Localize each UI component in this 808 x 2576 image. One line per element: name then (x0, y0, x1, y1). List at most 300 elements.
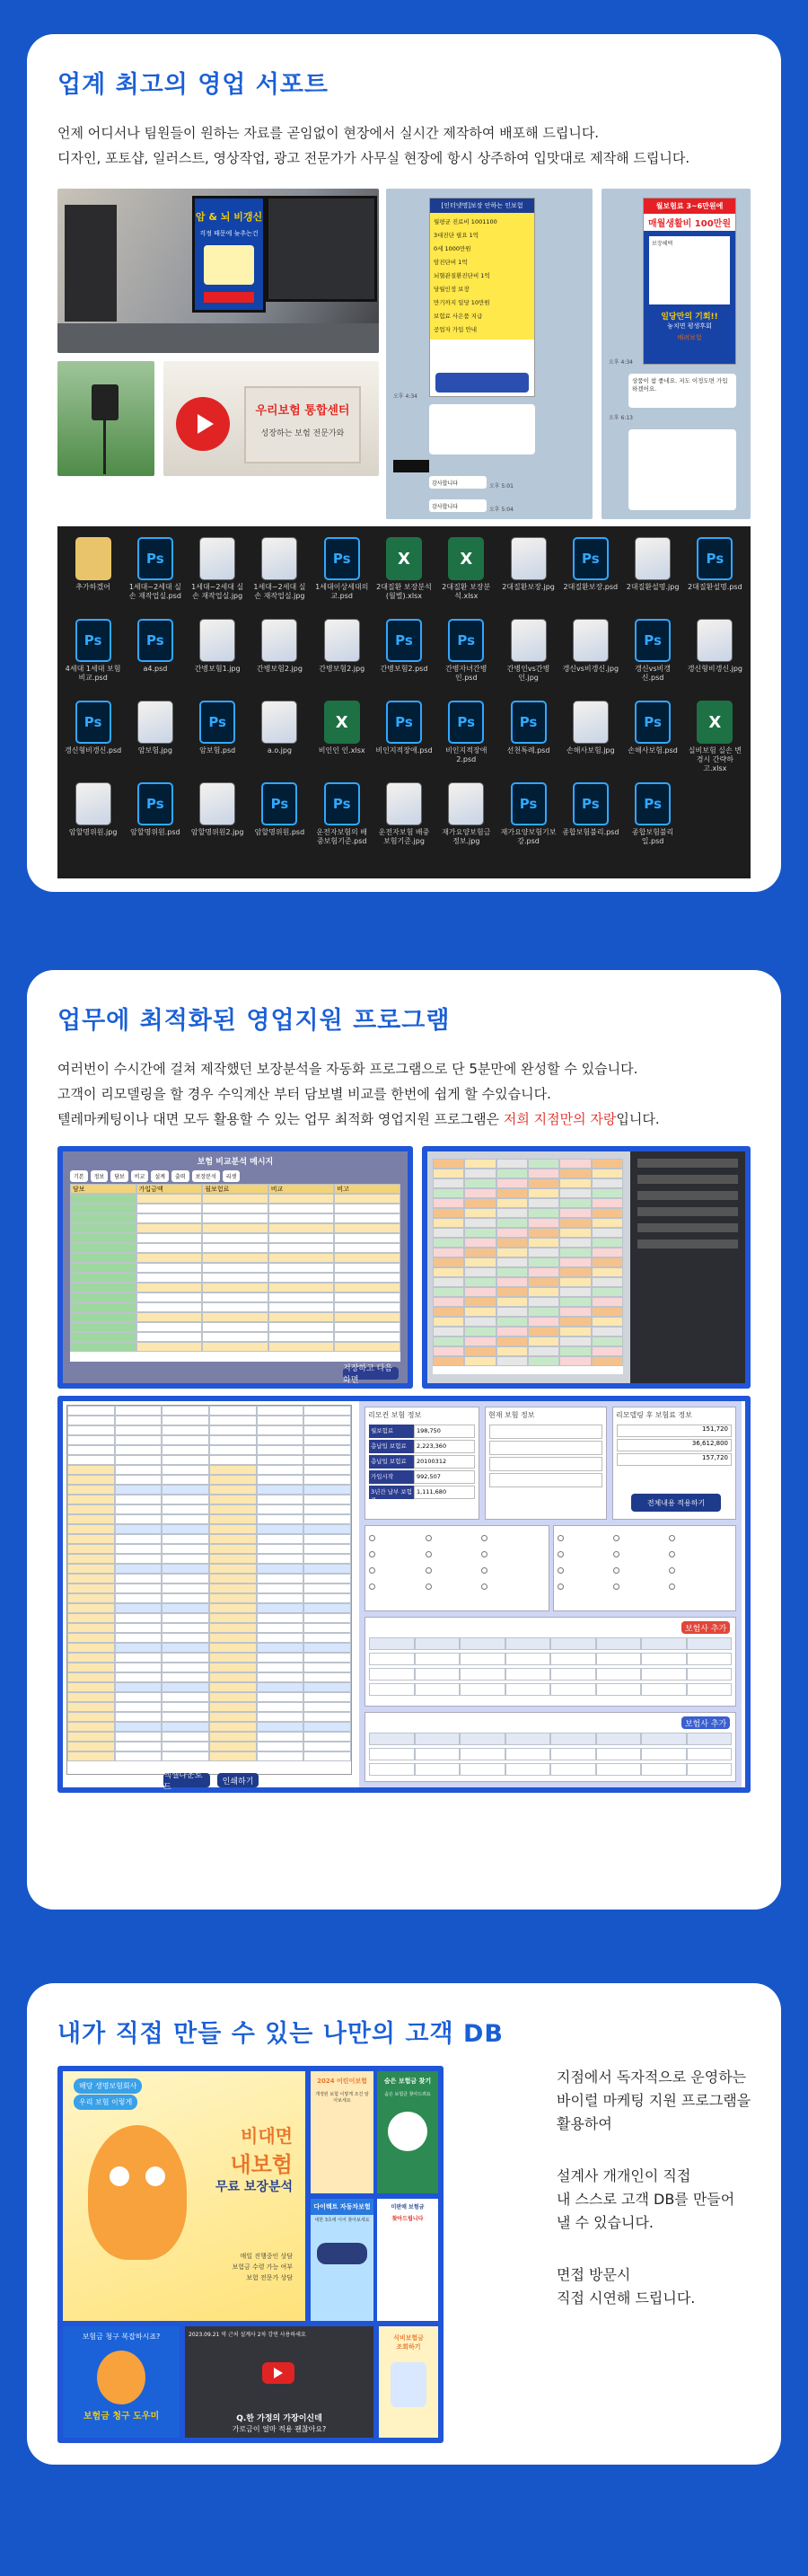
desc-line: 고객이 리모델링을 할 경우 수익계산 부터 담보별 비교를 한번에 쉽게 할 수있습니다. (57, 1086, 551, 1102)
column-header: 비고 (334, 1184, 400, 1194)
table-row (67, 1544, 351, 1554)
file-name: 종합보험불리.psd (562, 828, 619, 836)
photoshop-file-icon: Ps (137, 782, 173, 825)
file-item[interactable] (63, 701, 123, 782)
file-name: 재가요양보험금 정보.jpg (442, 828, 491, 845)
table-row (433, 1178, 623, 1188)
info-value: 20100312 (414, 1455, 475, 1469)
tab-item[interactable]: 출력 (171, 1170, 189, 1182)
tab-item[interactable]: 비교 (131, 1170, 149, 1182)
table-row (67, 1732, 351, 1742)
file-name: 종합보험불리일.psd (631, 828, 674, 845)
image-file-icon (573, 619, 609, 662)
program-screenshot-3 (57, 1396, 751, 1793)
file-item[interactable] (685, 537, 745, 619)
option-checkbox[interactable] (369, 1562, 426, 1578)
file-item[interactable] (436, 619, 496, 701)
file-name: 2대질환 보장분석(월별).xlsx (376, 583, 432, 600)
file-item[interactable] (63, 619, 123, 701)
file-item[interactable] (125, 701, 185, 782)
table-row (70, 1263, 400, 1273)
file-name: 2대질환설명.psd (688, 583, 742, 591)
file-item[interactable] (250, 619, 310, 701)
table-row (433, 1327, 623, 1337)
monitor-left (65, 205, 117, 322)
table-row (67, 1504, 351, 1514)
file-name: 비인지적장애.psd (375, 746, 433, 754)
office-photo (57, 189, 379, 353)
table-row (433, 1169, 623, 1178)
file-item[interactable] (125, 619, 185, 701)
file-item[interactable] (250, 782, 310, 864)
table-row (369, 1683, 732, 1696)
file-item[interactable] (436, 701, 496, 782)
photoshop-file-icon: Ps (261, 782, 297, 825)
table-row (67, 1524, 351, 1534)
table-row (67, 1495, 351, 1504)
table-row (369, 1733, 732, 1745)
section-title: 업무에 최적화된 영업지원 프로그램 (57, 1007, 451, 1035)
table-row (433, 1287, 623, 1297)
table-row (70, 1204, 400, 1213)
file-item[interactable] (188, 619, 248, 701)
table-row (67, 1603, 351, 1613)
table-row (67, 1475, 351, 1485)
table-row (67, 1742, 351, 1751)
poster-preview: 암 & 뇌 비갱신 걱정 때문에 늦추는건 (192, 196, 266, 313)
file-name: 1세대~2세대 실손 재작업실.psd (128, 583, 181, 600)
remodel-info: 리모델링 후 보험료 정보 151,720 36,612,800 157,720 전체내용 적용하기 (612, 1407, 736, 1520)
photoshop-file-icon: Ps (137, 619, 173, 662)
table-row (67, 1435, 351, 1445)
info-label: 월보험료 (369, 1425, 414, 1438)
ad-banner-6: 보험금 청구 복잡하시죠? 보험금 청구 도우미 (63, 2326, 180, 2438)
photoshop-file-icon: Ps (386, 619, 422, 662)
table-row (67, 1564, 351, 1574)
file-name: a.o.jpg (267, 746, 292, 754)
tab-item[interactable]: 기본 (70, 1170, 88, 1182)
plan-input[interactable] (489, 1441, 602, 1455)
table-row (433, 1317, 623, 1327)
file-item[interactable] (250, 701, 310, 782)
option-checkbox[interactable] (481, 1562, 538, 1578)
image-file-icon (573, 701, 609, 744)
file-item[interactable] (622, 782, 682, 864)
table-row (433, 1346, 623, 1356)
car-icon (317, 2243, 367, 2264)
table-row (433, 1188, 623, 1198)
table-row (67, 1653, 351, 1663)
monitor-right (266, 196, 377, 302)
image-file-icon (324, 619, 360, 662)
column-header: 비교 (268, 1184, 335, 1194)
file-item[interactable] (498, 782, 558, 864)
file-item[interactable] (685, 701, 745, 782)
option-checkbox[interactable] (481, 1578, 538, 1594)
photoshop-file-icon: Ps (386, 701, 422, 744)
desc-line: 디자인, 포토샵, 일러스트, 영상작업, 광고 전문가가 사무실 현장에 항시 상주하여 입맛대로 제작해 드립니다. (57, 150, 690, 166)
file-item[interactable] (373, 701, 434, 782)
option-checkbox[interactable] (669, 1530, 725, 1546)
file-name: 손해사보험.jpg (566, 746, 615, 754)
image-file-icon (137, 701, 173, 744)
file-item[interactable] (498, 701, 558, 782)
file-name: 간병보험2.jpg (319, 665, 365, 673)
file-name: 2대질환설명.jpg (626, 583, 680, 591)
info-value: 1,111,680 (414, 1486, 475, 1499)
tab-item[interactable]: 설계 (151, 1170, 169, 1182)
photoshop-file-icon: Ps (324, 782, 360, 825)
option-checkbox[interactable] (426, 1562, 482, 1578)
table-row (433, 1208, 623, 1218)
file-name: 갱신형비갱신.jpg (687, 665, 742, 673)
option-checkbox[interactable] (558, 1578, 613, 1594)
apply-all-button[interactable]: 전체내용 적용하기 (631, 1494, 721, 1512)
table-row (67, 1633, 351, 1643)
option-checkbox[interactable] (426, 1546, 482, 1562)
tab-item[interactable]: 담보 (110, 1170, 128, 1182)
add-insurer-button[interactable]: 보험사 추가 (681, 1621, 730, 1634)
file-name: 갱신vs비갱신.psd (635, 665, 671, 682)
table-row (67, 1455, 351, 1465)
play-icon (176, 397, 230, 451)
table-row (67, 1514, 351, 1524)
file-name: 간병보험2.jpg (256, 665, 303, 673)
file-item[interactable] (436, 537, 496, 619)
info-label: 총납입 보험료 (369, 1440, 414, 1453)
table-row (369, 1653, 732, 1665)
file-item[interactable] (560, 619, 620, 701)
option-checkbox[interactable] (369, 1530, 426, 1546)
ad-banner-8: 식비보험금 조회하기 (379, 2326, 438, 2438)
ad-banner-5: 미판매 보험금 찾아드립니다 (377, 2199, 438, 2321)
table-row (67, 1712, 351, 1722)
table-row (67, 1406, 351, 1416)
option-checkbox[interactable] (558, 1562, 613, 1578)
image-file-icon (261, 619, 297, 662)
option-checkbox[interactable] (613, 1562, 669, 1578)
table-row (433, 1356, 623, 1366)
table-row (70, 1342, 400, 1352)
file-name: 2대질환보장.psd (563, 583, 619, 591)
table-row (70, 1194, 400, 1204)
file-item[interactable] (312, 619, 372, 701)
ad-collage (57, 2066, 444, 2443)
plan-input[interactable] (489, 1425, 602, 1439)
info-value: 2,223,360 (414, 1440, 475, 1453)
file-name: 간병보험1.jpg (194, 665, 241, 673)
compare-table (433, 1159, 623, 1374)
program-sidebar (630, 1151, 745, 1383)
chat-bubble: 감사합니다 (429, 499, 487, 512)
file-explorer-grid (57, 526, 751, 878)
ad-banner-1: 해당 생명보험회사 우리 보험 이렇게 비대면 내보험 무료 보장분석 매일 진행중인 상담 보험금 수령 가능 여부 보험 전문가 상담 (63, 2071, 305, 2321)
studio-photo (57, 361, 154, 476)
file-name: 갱신형비갱신.psd (65, 746, 122, 754)
file-item[interactable] (560, 701, 620, 782)
program-screenshot-1: 보험 비교분석 메시지 기본 정보 담보 비교 설계 출력 보장분석 리셋 담보 가입금액 월보험료 비교 비고 저장하고 다음화면 (57, 1146, 413, 1389)
file-name: 선천특례.psd (506, 746, 550, 754)
table-row (67, 1692, 351, 1702)
file-item[interactable] (373, 619, 434, 701)
file-item[interactable] (560, 537, 620, 619)
monitor-sign: 우리보험 통합센터 성장하는 보험 전문가와 (244, 386, 361, 463)
file-item[interactable] (312, 537, 372, 619)
file-name: 2대질환 보장분석.xlsx (442, 583, 491, 600)
image-file-icon (199, 619, 235, 662)
file-item[interactable] (622, 537, 682, 619)
file-item[interactable] (188, 782, 248, 864)
image-file-icon (635, 537, 671, 580)
photoshop-file-icon: Ps (199, 701, 235, 744)
file-name: 재가요양보험기보강.psd (500, 828, 557, 845)
tab-item[interactable]: 보장분석 (192, 1170, 220, 1182)
file-name: 간병인vs간병인.jpg (506, 665, 550, 682)
desk (57, 323, 379, 353)
image-file-icon (511, 619, 547, 662)
photoshop-file-icon: Ps (635, 782, 671, 825)
option-checkbox[interactable] (426, 1530, 482, 1546)
photoshop-file-icon: Ps (75, 701, 111, 744)
option-checkbox[interactable] (613, 1530, 669, 1546)
option-checkbox[interactable] (558, 1546, 613, 1562)
file-item[interactable] (498, 619, 558, 701)
info-value: 992,507 (414, 1470, 475, 1484)
photoshop-file-icon: Ps (573, 537, 609, 580)
excel-file-icon: X (697, 701, 733, 744)
next-screen-button[interactable]: 저장하고 다음화면 (343, 1367, 399, 1380)
photoshop-file-icon: Ps (697, 537, 733, 580)
photoshop-file-icon: Ps (324, 537, 360, 580)
table-row (70, 1233, 400, 1243)
image-file-icon (511, 537, 547, 580)
option-checkbox[interactable] (481, 1530, 538, 1546)
table-row (70, 1322, 400, 1332)
file-item[interactable] (188, 701, 248, 782)
folder-icon (75, 537, 111, 580)
desc-line: 언제 어디서나 팀원들이 원하는 자료를 곧임없이 현장에서 실시간 제작하여 배포해 드립니다. (57, 125, 600, 141)
table-row (433, 1238, 623, 1248)
table-row (70, 1332, 400, 1342)
new-insurer-table (364, 1712, 736, 1782)
table-row (67, 1593, 351, 1603)
play-icon[interactable] (262, 2362, 294, 2384)
file-name: 운전자보험 배중보험기준.jpg (378, 828, 430, 845)
table-row (67, 1722, 351, 1732)
table-row (67, 1682, 351, 1692)
image-file-icon (386, 782, 422, 825)
insurer-table (364, 1617, 736, 1707)
current-insurance-info: 리모컨 보험 정보 월보험료 198,750 총납입 보험료 2,223,360 총납입 보험료 20100312 가입시작 992,507 3년간 납부 보험료 1,111,680 (364, 1407, 479, 1520)
table-row (433, 1277, 623, 1287)
image-file-icon (199, 782, 235, 825)
card-sales-program (27, 970, 781, 1910)
coverage-table (66, 1405, 352, 1775)
file-name: 1세대~2세대 실손 재작업실.jpg (253, 583, 306, 600)
table-row (67, 1574, 351, 1584)
table-row (433, 1228, 623, 1238)
plan-input[interactable] (489, 1473, 602, 1487)
table-row (369, 1763, 732, 1776)
file-item[interactable] (312, 782, 372, 864)
file-name: 암할명위원.psd (130, 828, 180, 836)
section-title: 내가 직접 만들 수 있는 나만의 고객 DB (57, 2020, 504, 2048)
image-file-icon (448, 782, 484, 825)
table-row (70, 1292, 400, 1302)
file-item[interactable] (622, 619, 682, 701)
option-checkbox[interactable] (669, 1578, 725, 1594)
file-name: 암할명위원.jpg (68, 828, 118, 836)
option-checkbox[interactable] (669, 1562, 725, 1578)
file-name: 암할명위원.psd (254, 828, 305, 836)
table-row (67, 1445, 351, 1455)
table-row (70, 1253, 400, 1263)
video-thumbnail[interactable]: 2023.09.21 역 근처 설계사 2차 강연 사용하세요 Q.한 가정의 가장이신데 가로금이 얼마 적용 괜찮아요? (185, 2326, 373, 2438)
file-item[interactable] (622, 701, 682, 782)
chat-poster: 월보험료 3~6만원에 매월생활비 100만원 보장혜택 일당만의 기회!! 놓치면 평생후회 배려보험 (643, 198, 736, 365)
file-name: 갱신vs비갱신.jpg (562, 665, 619, 673)
file-item[interactable] (125, 782, 185, 864)
table-row (67, 1554, 351, 1564)
table-row (369, 1637, 732, 1650)
file-item[interactable] (63, 782, 123, 864)
option-checkbox[interactable] (558, 1530, 613, 1546)
table-row (433, 1159, 623, 1169)
ad-banner-2: 2024 어린이보험 개정된 보험 이렇게 조건 알아보세요 (311, 2071, 373, 2193)
table-row (67, 1613, 351, 1623)
checkbox-group-2 (553, 1525, 736, 1611)
chat-screenshot-2: 월보험료 3~6만원에 매월생활비 100만원 보장혜택 일당만의 기회!! 놓치면 평생후회 배려보험 오후 4:34 상품이 참 좋네요. 저도 이정도면 가입하겠어요. 오후 6:13 (602, 189, 751, 519)
option-checkbox[interactable] (369, 1578, 426, 1594)
table-row (433, 1248, 623, 1257)
program-table (70, 1184, 400, 1362)
table-row (433, 1198, 623, 1208)
table-row (433, 1218, 623, 1228)
file-name: 손해사보험.psd (628, 746, 678, 754)
option-checkbox[interactable] (481, 1546, 538, 1562)
file-item[interactable] (373, 537, 434, 619)
file-name: 간병보험2.psd (380, 665, 428, 673)
table-row (70, 1302, 400, 1312)
table-row (70, 1273, 400, 1283)
ad-banner-4: 다이렉트 자동차보험 대한 3초에 이어 찾아보세요 (311, 2199, 373, 2321)
table-row (67, 1672, 351, 1682)
table-row (67, 1416, 351, 1425)
table-row (67, 1663, 351, 1672)
current-plan-info: 현재 보험 정보 (485, 1407, 607, 1520)
tab-item[interactable]: 정보 (91, 1170, 109, 1182)
file-item[interactable] (560, 782, 620, 864)
checkbox-group (364, 1525, 549, 1611)
file-item[interactable] (250, 537, 310, 619)
info-label: 총납입 보험료 (369, 1455, 414, 1469)
table-row (369, 1668, 732, 1681)
section-title: 업계 최고의 영업 서포트 (57, 71, 329, 99)
option-checkbox[interactable] (369, 1546, 426, 1562)
excel-download-button[interactable]: 엑셀다운로드 (163, 1773, 210, 1787)
chat-bubble: 감사합니다 (429, 476, 487, 489)
file-item[interactable] (436, 782, 496, 864)
option-checkbox[interactable] (613, 1578, 669, 1594)
image-file-icon (75, 782, 111, 825)
photoshop-file-icon: Ps (635, 701, 671, 744)
cat-mascot (88, 2125, 187, 2260)
option-checkbox[interactable] (669, 1546, 725, 1562)
table-row (67, 1485, 351, 1495)
file-name: 4세대 1세대 보험비교.psd (65, 665, 121, 682)
tab-item[interactable]: 리셋 (223, 1170, 241, 1182)
chat-screenshot: [인터넷명]보장 안하는 인보험 월평균 진료비 1001100 3대진단 필요 1억 0세 1000만원 암진단비 1억 뇌혈관질환진단비 1억 당월인정 보장 만기까지 일당 10만원 보험료 사은품 지급 공업자 가입 안내 오후 4:34 감사합니다 오후 5:01 감사합니다 오후 5:04 (386, 189, 593, 519)
add-insurer-button-2[interactable]: 보험사 추가 (681, 1716, 730, 1729)
table-row (67, 1425, 351, 1435)
file-name: 암보험.jpg (137, 746, 172, 754)
table-row (369, 1748, 732, 1760)
chat-bubble: 상품이 참 좋네요. 저도 이정도면 가입하겠어요. (628, 374, 736, 408)
chat-image-card: [인터넷명]보장 안하는 인보험 월평균 진료비 1001100 3대진단 필요 1억 0세 1000만원 암진단비 1억 뇌혈관질환진단비 1억 당월인정 보장 만기까지 일당 10만원 보험료 사은품 지급 공업자 가입 안내 (429, 198, 535, 397)
image-file-icon (697, 619, 733, 662)
plan-input[interactable] (489, 1457, 602, 1471)
excel-file-icon: X (386, 537, 422, 580)
photoshop-file-icon: Ps (511, 701, 547, 744)
desc-line: 텔레마케팅이나 대면 모두 활용할 수 있는 업무 최적화 영업지원 프로그램은 저희 지점만의 자랑입니다. (57, 1111, 660, 1127)
file-item[interactable] (63, 537, 123, 619)
card-customer-db: 내가 직접 만들 수 있는 나만의 고객 DB 해당 생명보험회사 우리 보험 이렇게 비대면 내보험 무료 보장분석 매일 진행중인 상담 보험금 수령 가능 여부 보험 전문가 상담 2024 어린이보험 개정된 보험 이렇게 조건 알아보세요 숨은 보험금 찾기 숨은 보험금 찾아드려요 다이렉트 자동차보험 대한 3초에 이어 찾아보세요 미판매 보험금 찾아드립니다 보험금 청구 복잡하시죠? 보험금 청구 도우미 2023.09.21 역 근처 설계사 2차 강연 사용하세요 Q.한 가정의 가장이신데 가로금이 얼마 적용 괜찮아요? 식비보험금 조회하기 지점에서 독자적으로 운영하는 바이럴 마케팅 지원 프로그램을 활용하여 설계사 개개인이 직접 내 스스로 고객 DB를 만들어 낼 수 있습니다. 면접 방문시 직접 시연해 드립니다. (27, 1983, 781, 2465)
table-row (67, 1643, 351, 1653)
file-item[interactable] (498, 537, 558, 619)
print-button[interactable]: 인쇄하기 (217, 1773, 259, 1787)
card-sales-support (27, 34, 781, 892)
table-row (67, 1751, 351, 1761)
wall-sign-photo (163, 361, 379, 476)
excel-file-icon: X (448, 537, 484, 580)
table-row (67, 1584, 351, 1593)
column-header: 가입금액 (136, 1184, 203, 1194)
table-row (433, 1297, 623, 1307)
column-header: 담보 (70, 1184, 136, 1194)
photoshop-file-icon: Ps (635, 619, 671, 662)
table-row (433, 1337, 623, 1346)
table-row (433, 1257, 623, 1267)
file-name: 비인인 인.xlsx (318, 746, 365, 754)
table-row (70, 1213, 400, 1223)
info-label: 가입시작 (369, 1470, 414, 1484)
file-item[interactable] (373, 782, 434, 864)
option-checkbox[interactable] (426, 1578, 482, 1594)
info-label: 3년간 납부 보험료 (369, 1486, 414, 1499)
file-item[interactable] (685, 619, 745, 701)
file-name: 운전자보험의 배중보험기준.psd (316, 828, 368, 845)
file-name: a4.psd (143, 665, 168, 673)
file-name: 1세대~2세대 실손 재작업실.jpg (191, 583, 244, 600)
file-name: 비인지적장애2.psd (445, 746, 487, 763)
photoshop-file-icon: Ps (573, 782, 609, 825)
photoshop-file-icon: Ps (75, 619, 111, 662)
table-row (70, 1243, 400, 1253)
image-file-icon (261, 701, 297, 744)
file-item[interactable] (312, 701, 372, 782)
file-name: 암보험.psd (199, 746, 236, 754)
table-row (70, 1312, 400, 1322)
file-item[interactable] (188, 537, 248, 619)
table-row (67, 1702, 351, 1712)
file-item[interactable] (125, 537, 185, 619)
table-row (70, 1223, 400, 1233)
desc-line: 여러번이 수시간에 걸쳐 제작했던 보장분석을 자동화 프로그램으로 단 5분만에 완성할 수 있습니다. (57, 1061, 638, 1077)
table-row (70, 1283, 400, 1292)
option-checkbox[interactable] (613, 1546, 669, 1562)
file-name: 2대질환보장.jpg (502, 583, 555, 591)
table-row (67, 1623, 351, 1633)
